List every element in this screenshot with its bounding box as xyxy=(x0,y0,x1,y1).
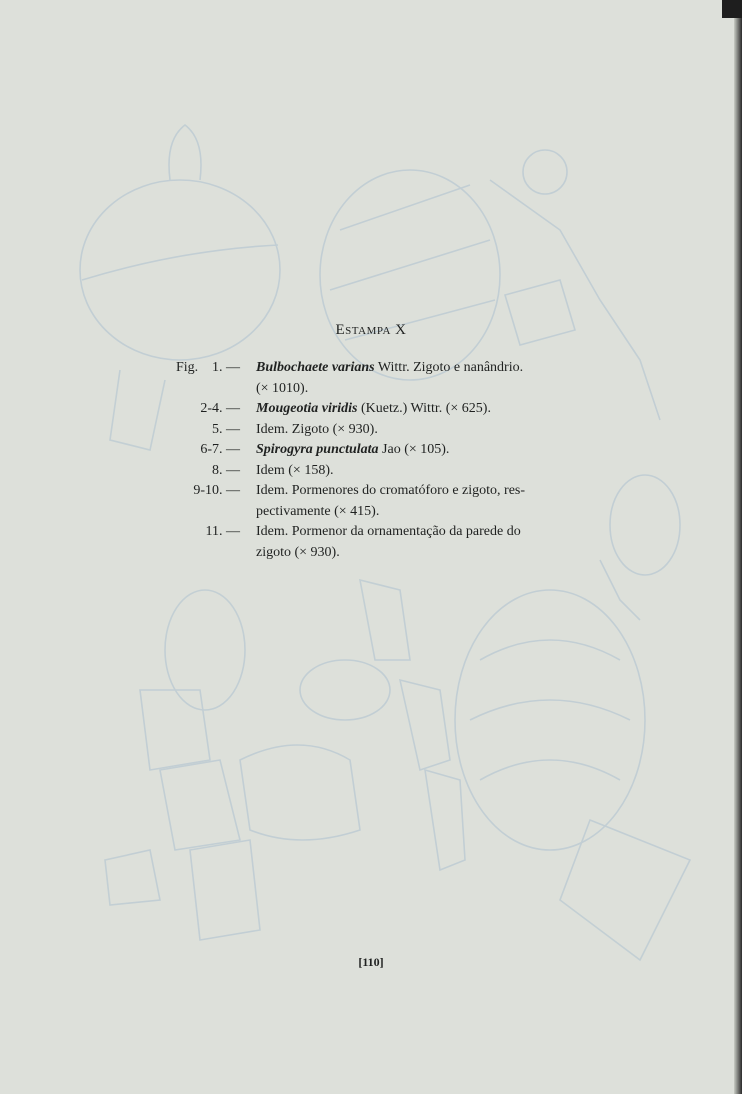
caption-entry-2 xyxy=(176,399,636,420)
caption-number: 11. — xyxy=(205,524,240,539)
species-name: Mougeotia viridis xyxy=(256,401,358,416)
caption-entry-5 xyxy=(176,461,636,482)
page-corner-shadow xyxy=(722,0,742,18)
species-name: Spirogyra punctulata xyxy=(256,442,379,457)
caption-entry-1 xyxy=(176,358,636,399)
caption-text: (Kuetz.) Wittr. (× 625). xyxy=(361,401,491,416)
caption-continuation: zigoto (× 930). xyxy=(256,544,340,560)
caption-continuation: pectivamente (× 415). xyxy=(256,503,380,519)
page-number: [110] xyxy=(358,955,384,969)
bleed-zygote-4 xyxy=(455,590,645,850)
caption-text: Jao (× 105). xyxy=(382,442,450,457)
caption-entry-4 xyxy=(176,440,636,461)
caption-number: 8. — xyxy=(212,462,240,478)
caption-text: Idem. Zigoto (× 930). xyxy=(256,421,378,437)
caption-text: Idem (× 158). xyxy=(256,462,334,478)
caption-entry-6 xyxy=(176,481,636,522)
caption-number: 1. — xyxy=(212,360,240,375)
caption-continuation: (× 1010). xyxy=(256,380,309,396)
caption-number: 6-7. — xyxy=(200,442,240,457)
plate-title: Estampa X xyxy=(335,322,407,338)
bleed-cell-6 xyxy=(165,590,245,710)
species-name: Bulbochaete varians xyxy=(256,360,375,375)
caption-number: 9-10. — xyxy=(193,483,240,498)
caption-text: Idem. Pormenor da ornamentação da parede do xyxy=(256,524,521,539)
caption-text: Idem. Pormenores do cromatóforo e zigoto, res- xyxy=(256,483,526,498)
bleed-cell-7 xyxy=(300,660,390,720)
page-edge-shadow xyxy=(734,0,742,1094)
bleed-cell-3 xyxy=(523,150,567,194)
caption-entry-3 xyxy=(176,420,636,441)
bleed-cell-2 xyxy=(320,170,500,380)
figure-caption-list xyxy=(176,358,636,563)
caption-entry-7 xyxy=(176,522,636,563)
fig-label: Fig. xyxy=(176,360,199,375)
caption-text: Wittr. Zigoto e nanândrio. xyxy=(377,360,524,375)
caption-number: 2-4. — xyxy=(200,401,240,416)
caption-number: 5. — xyxy=(212,421,240,437)
